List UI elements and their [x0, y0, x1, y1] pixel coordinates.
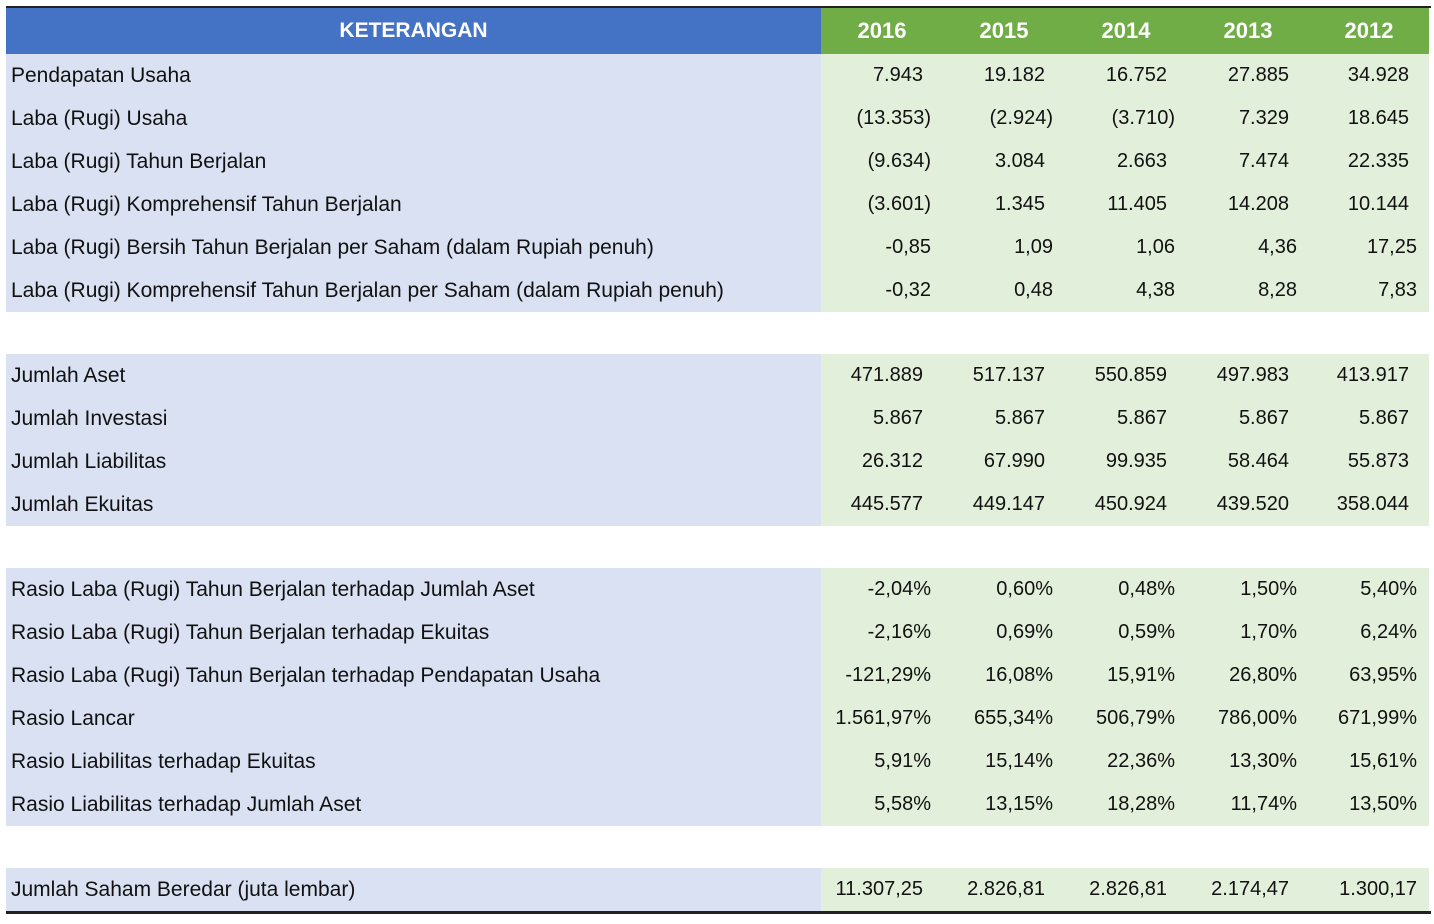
row-value-2013: 1,70% [1187, 611, 1309, 654]
row-value-2012: 6,24% [1309, 611, 1429, 654]
row-value-2013: 439.520 [1187, 483, 1309, 526]
row-value-2014: 0,48% [1065, 568, 1187, 611]
table-row [6, 568, 1431, 611]
row-label: Rasio Laba (Rugi) Tahun Berjalan terhadap Ekuitas [6, 611, 821, 654]
section-spacer [6, 526, 1431, 568]
row-label: Laba (Rugi) Komprehensif Tahun Berjalan [6, 183, 821, 226]
row-value-2012: 7,83 [1309, 269, 1429, 312]
row-value-2013: 1,50% [1187, 568, 1309, 611]
row-value-2012: 671,99% [1309, 697, 1429, 740]
row-value-2016: -0,32 [821, 269, 943, 312]
row-value-2013: 8,28 [1187, 269, 1309, 312]
row-value-2016: -2,04% [821, 568, 943, 611]
row-label: Rasio Lancar [6, 697, 821, 740]
row-value-2014: 506,79% [1065, 697, 1187, 740]
row-value-2014: (3.710) [1065, 97, 1187, 140]
row-label: Laba (Rugi) Tahun Berjalan [6, 140, 821, 183]
row-value-2012: 5.867 [1309, 397, 1429, 440]
row-value-2012: 10.144 [1309, 183, 1429, 226]
table-row [6, 440, 1431, 483]
row-value-2012: 13,50% [1309, 783, 1429, 826]
row-value-2014: 2.663 [1065, 140, 1187, 183]
row-value-2015: 0,69% [943, 611, 1065, 654]
row-label: Laba (Rugi) Usaha [6, 97, 821, 140]
table-row [6, 868, 1431, 914]
row-value-2014: 16.752 [1065, 54, 1187, 97]
table-row [6, 611, 1431, 654]
row-value-2015: 5.867 [943, 397, 1065, 440]
row-value-2013: 7.474 [1187, 140, 1309, 183]
table-row [6, 354, 1431, 397]
row-value-2012: 18.645 [1309, 97, 1429, 140]
row-value-2014: 0,59% [1065, 611, 1187, 654]
header-year-2012: 2012 [1309, 8, 1429, 54]
row-value-2013: 786,00% [1187, 697, 1309, 740]
table-row [6, 183, 1431, 226]
row-value-2016: (3.601) [821, 183, 943, 226]
header-year-2013: 2013 [1187, 8, 1309, 54]
row-label: Rasio Liabilitas terhadap Jumlah Aset [6, 783, 821, 826]
row-label: Jumlah Saham Beredar (juta lembar) [6, 868, 821, 911]
row-value-2012: 413.917 [1309, 354, 1429, 397]
row-value-2015: 1,09 [943, 226, 1065, 269]
row-value-2013: 26,80% [1187, 654, 1309, 697]
row-label: Rasio Liabilitas terhadap Ekuitas [6, 740, 821, 783]
row-value-2016: -121,29% [821, 654, 943, 697]
header-year-2014: 2014 [1065, 8, 1187, 54]
row-value-2014: 18,28% [1065, 783, 1187, 826]
row-value-2014: 4,38 [1065, 269, 1187, 312]
row-value-2013: 13,30% [1187, 740, 1309, 783]
table-body [6, 54, 1431, 914]
row-value-2014: 1,06 [1065, 226, 1187, 269]
row-value-2016: 5,58% [821, 783, 943, 826]
row-value-2016: 11.307,25 [821, 868, 943, 911]
table-row [6, 783, 1431, 826]
row-value-2013: 497.983 [1187, 354, 1309, 397]
row-value-2015: (2.924) [943, 97, 1065, 140]
row-value-2013: 2.174,47 [1187, 868, 1309, 911]
row-label: Pendapatan Usaha [6, 54, 821, 97]
row-value-2015: 2.826,81 [943, 868, 1065, 911]
row-value-2013: 11,74% [1187, 783, 1309, 826]
row-label: Laba (Rugi) Bersih Tahun Berjalan per Saham (dalam Rupiah penuh) [6, 226, 821, 269]
row-value-2013: 58.464 [1187, 440, 1309, 483]
row-value-2015: 3.084 [943, 140, 1065, 183]
row-label: Jumlah Ekuitas [6, 483, 821, 526]
header-keterangan: KETERANGAN [6, 8, 821, 54]
row-value-2015: 16,08% [943, 654, 1065, 697]
table-row [6, 697, 1431, 740]
table-row [6, 140, 1431, 183]
row-value-2015: 13,15% [943, 783, 1065, 826]
table-row [6, 54, 1431, 97]
row-value-2014: 450.924 [1065, 483, 1187, 526]
table-row [6, 740, 1431, 783]
row-value-2014: 99.935 [1065, 440, 1187, 483]
row-value-2013: 14.208 [1187, 183, 1309, 226]
row-label: Jumlah Investasi [6, 397, 821, 440]
row-value-2015: 0,60% [943, 568, 1065, 611]
row-value-2015: 655,34% [943, 697, 1065, 740]
section-spacer [6, 312, 1431, 354]
table-row [6, 226, 1431, 269]
header-year-2015: 2015 [943, 8, 1065, 54]
row-value-2012: 17,25 [1309, 226, 1429, 269]
row-value-2016: (13.353) [821, 97, 943, 140]
row-value-2015: 67.990 [943, 440, 1065, 483]
row-value-2015: 449.147 [943, 483, 1065, 526]
row-label: Rasio Laba (Rugi) Tahun Berjalan terhadap Jumlah Aset [6, 568, 821, 611]
table-row [6, 483, 1431, 526]
row-value-2012: 1.300,17 [1309, 868, 1429, 911]
row-value-2012: 34.928 [1309, 54, 1429, 97]
row-value-2015: 19.182 [943, 54, 1065, 97]
row-value-2016: 445.577 [821, 483, 943, 526]
row-value-2012: 22.335 [1309, 140, 1429, 183]
row-value-2016: -2,16% [821, 611, 943, 654]
row-value-2012: 15,61% [1309, 740, 1429, 783]
row-value-2014: 15,91% [1065, 654, 1187, 697]
row-value-2016: 5,91% [821, 740, 943, 783]
section-spacer [6, 826, 1431, 868]
row-label: Rasio Laba (Rugi) Tahun Berjalan terhadap Pendapatan Usaha [6, 654, 821, 697]
row-value-2015: 15,14% [943, 740, 1065, 783]
row-value-2013: 4,36 [1187, 226, 1309, 269]
header-year-2016: 2016 [821, 8, 943, 54]
table-header-row [6, 6, 1431, 54]
row-value-2016: -0,85 [821, 226, 943, 269]
table-row [6, 654, 1431, 697]
row-value-2013: 5.867 [1187, 397, 1309, 440]
row-value-2016: 26.312 [821, 440, 943, 483]
row-value-2014: 5.867 [1065, 397, 1187, 440]
financial-summary-table [6, 6, 1431, 914]
row-value-2014: 550.859 [1065, 354, 1187, 397]
table-row [6, 97, 1431, 140]
row-value-2016: (9.634) [821, 140, 943, 183]
row-value-2016: 1.561,97% [821, 697, 943, 740]
row-value-2012: 358.044 [1309, 483, 1429, 526]
row-label: Laba (Rugi) Komprehensif Tahun Berjalan per Saham (dalam Rupiah penuh) [6, 269, 821, 312]
row-value-2014: 2.826,81 [1065, 868, 1187, 911]
row-value-2015: 517.137 [943, 354, 1065, 397]
row-value-2012: 5,40% [1309, 568, 1429, 611]
row-value-2016: 471.889 [821, 354, 943, 397]
row-value-2014: 11.405 [1065, 183, 1187, 226]
row-value-2013: 27.885 [1187, 54, 1309, 97]
row-value-2012: 63,95% [1309, 654, 1429, 697]
row-label: Jumlah Liabilitas [6, 440, 821, 483]
row-value-2012: 55.873 [1309, 440, 1429, 483]
row-value-2013: 7.329 [1187, 97, 1309, 140]
row-value-2015: 0,48 [943, 269, 1065, 312]
row-value-2016: 5.867 [821, 397, 943, 440]
row-value-2015: 1.345 [943, 183, 1065, 226]
row-value-2014: 22,36% [1065, 740, 1187, 783]
table-row [6, 397, 1431, 440]
row-value-2016: 7.943 [821, 54, 943, 97]
row-label: Jumlah Aset [6, 354, 821, 397]
table-row [6, 269, 1431, 312]
